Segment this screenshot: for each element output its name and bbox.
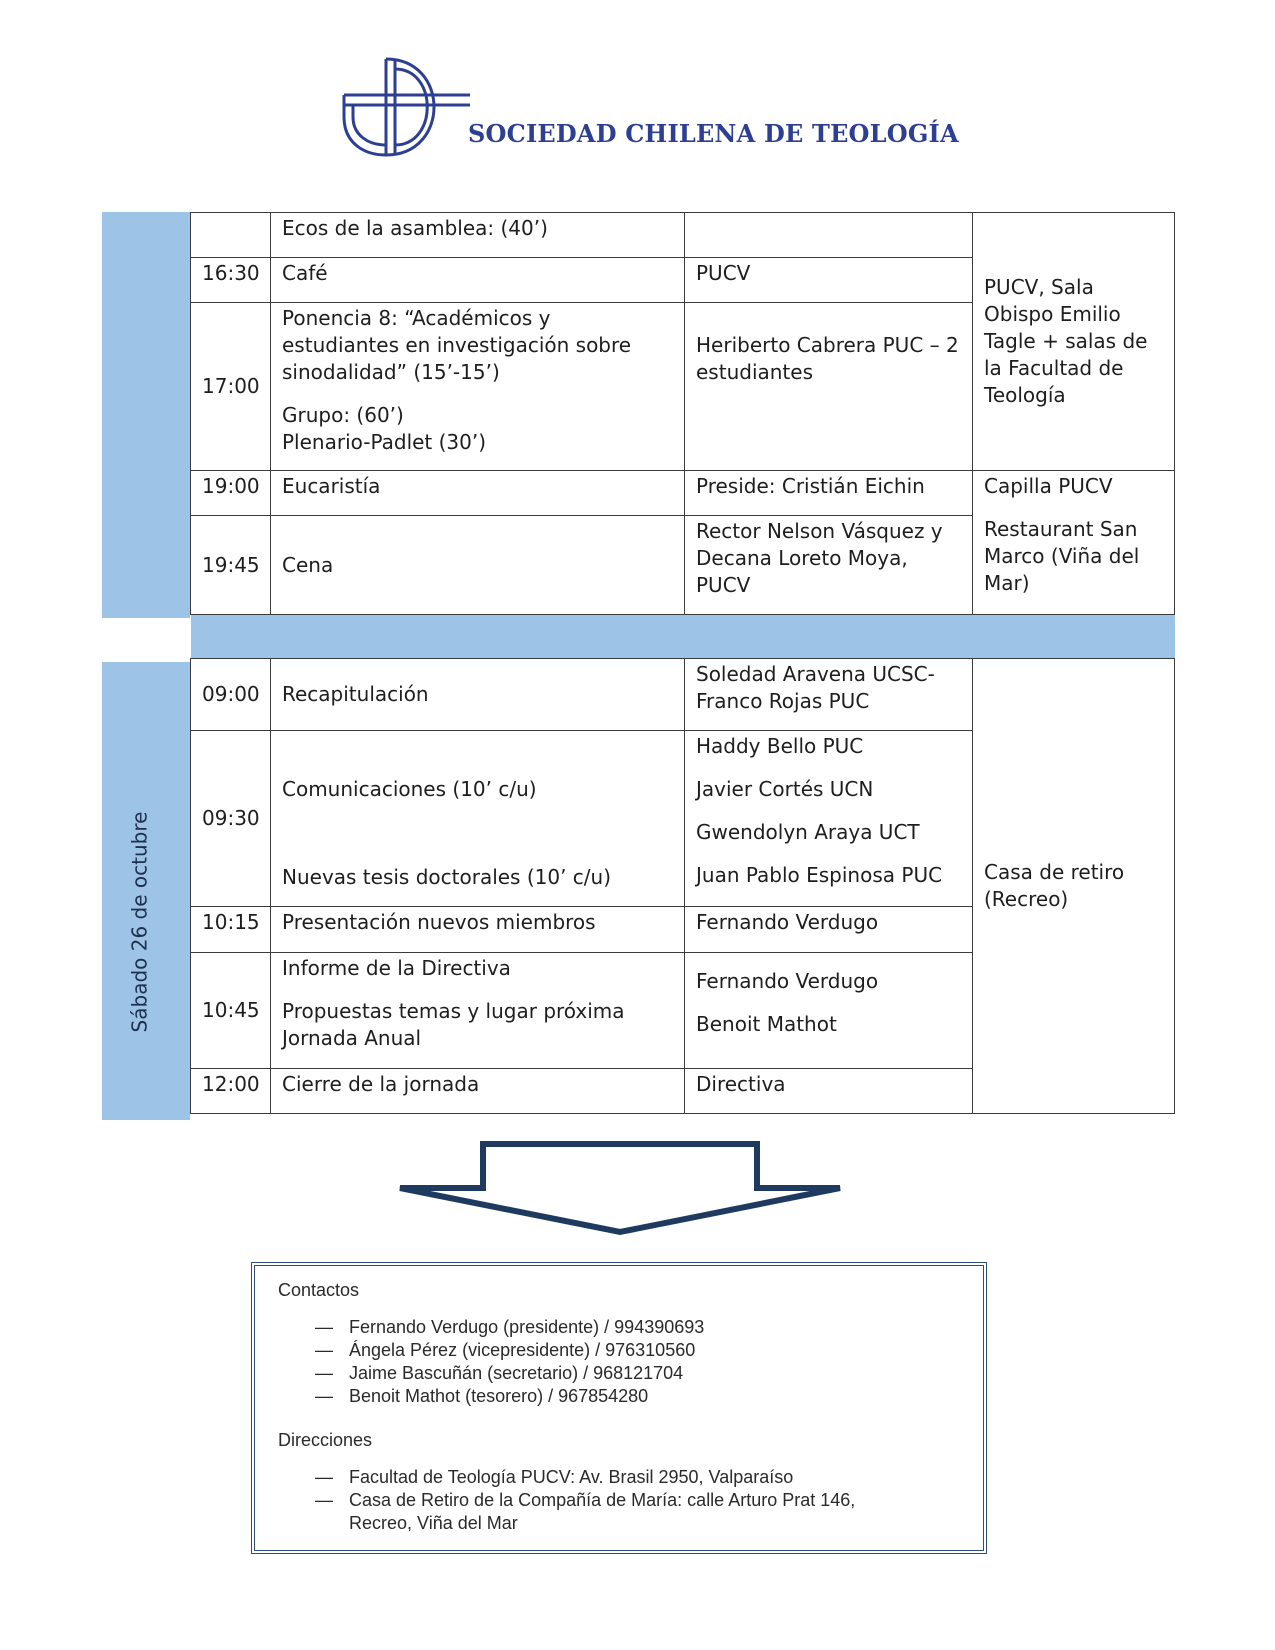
responsible-cell xyxy=(685,303,973,471)
time-cell: 10:45 xyxy=(191,953,271,1069)
responsible-cell xyxy=(685,213,973,258)
list-item: — Facultad de Teología PUCV: Av. Brasil 2950, Valparaíso xyxy=(315,1467,794,1487)
responsible-text: Heriberto Cabrera PUC – 2 estudiantes xyxy=(696,333,959,384)
side-band-upper xyxy=(102,212,190,618)
activity-line: Nuevas tesis doctorales (10’ c/u) xyxy=(282,865,612,889)
down-arrow-icon xyxy=(393,1140,847,1240)
activity-cell: Eucaristía xyxy=(271,471,685,516)
organization-name: SOCIEDAD CHILENA DE TEOLOGÍA xyxy=(468,119,959,148)
time-cell: 19:00 xyxy=(191,471,271,516)
separator-row xyxy=(191,615,1175,659)
activity-cell: Presentación nuevos miembros xyxy=(271,907,685,953)
activity-cell xyxy=(271,303,685,471)
contacts-box xyxy=(251,1262,987,1554)
list-item: — Fernando Verdugo (presidente) / 994390693 xyxy=(315,1317,705,1337)
list-item: — Benoit Mathot (tesorero) / 967854280 xyxy=(315,1386,649,1406)
responsible-line: Gwendolyn Araya UCT xyxy=(696,820,920,844)
activity-line: Plenario-Padlet (30’) xyxy=(282,430,487,454)
list-item: — Casa de Retiro de la Compañía de María: calle Arturo Prat 146, Recreo, Viña del Mar xyxy=(315,1490,856,1533)
activity-line: Ponencia 8: “Académicos y estudiantes en investigación sobre sinodalidad” (15’-15’) xyxy=(282,306,632,384)
day-label xyxy=(112,712,166,1132)
place-text: Capilla PUCV xyxy=(984,474,1113,498)
responsible-line: Haddy Bello PUC xyxy=(696,734,864,758)
time-cell: 16:30 xyxy=(191,258,271,303)
responsible-cell: PUCV xyxy=(685,258,973,303)
time-cell: 19:45 xyxy=(191,516,271,615)
time-cell: 17:00 xyxy=(191,303,271,471)
addresses-list xyxy=(315,1466,915,1535)
schedule-table xyxy=(190,212,1175,1114)
table-row xyxy=(191,471,1175,516)
time-cell: 10:15 xyxy=(191,907,271,953)
activity-line: Comunicaciones (10’ c/u) xyxy=(282,777,537,801)
responsible-cell: Soledad Aravena UCSC- Franco Rojas PUC xyxy=(685,659,973,731)
place-cell xyxy=(973,471,1175,615)
activity-line: Grupo: (60’) xyxy=(282,403,404,427)
responsible-cell xyxy=(685,731,973,907)
responsible-cell: Fernando Verdugo xyxy=(685,907,973,953)
responsible-cell: Directiva xyxy=(685,1069,973,1114)
activity-cell: Cena xyxy=(271,516,685,615)
day-label-text: Sábado 26 de octubre xyxy=(127,811,152,1033)
time-cell: 09:30 xyxy=(191,731,271,907)
table-row xyxy=(191,659,1175,731)
time-cell xyxy=(191,213,271,258)
addresses-title: Direcciones xyxy=(278,1430,373,1450)
responsible-line: Juan Pablo Espinosa PUC xyxy=(696,863,943,887)
table-row xyxy=(191,213,1175,258)
activity-cell: Cierre de la jornada xyxy=(271,1069,685,1114)
activity-cell xyxy=(271,731,685,907)
separator-cell xyxy=(191,615,1175,659)
contacts-title: Contactos xyxy=(278,1280,360,1300)
activity-cell: Café xyxy=(271,258,685,303)
activity-cell: Ecos de la asamblea: (40’) xyxy=(271,213,685,258)
responsible-line: Javier Cortés UCN xyxy=(696,777,874,801)
place-text: Restaurant San Marco (Viña del Mar) xyxy=(984,517,1140,595)
place-cell: PUCV, Sala Obispo Emilio Tagle + salas de la Facultad de Teología xyxy=(973,213,1175,471)
activity-cell xyxy=(271,953,685,1069)
place-cell: Casa de retiro (Recreo) xyxy=(973,659,1175,1114)
time-cell: 12:00 xyxy=(191,1069,271,1114)
logo xyxy=(340,55,960,165)
responsible-cell: Preside: Cristián Eichin xyxy=(685,471,973,516)
sochitel-logo-icon xyxy=(340,55,470,159)
responsible-line: Fernando Verdugo xyxy=(696,969,879,993)
list-item: — Jaime Bascuñán (secretario) / 968121704 xyxy=(315,1363,684,1383)
responsible-cell: Rector Nelson Vásquez y Decana Loreto Moya, PUCV xyxy=(685,516,973,615)
activity-line: Informe de la Directiva xyxy=(282,956,511,980)
time-cell: 09:00 xyxy=(191,659,271,731)
activity-line: Propuestas temas y lugar próxima Jornada Anual xyxy=(282,999,625,1050)
activity-cell: Recapitulación xyxy=(271,659,685,731)
list-item: — Ángela Pérez (vicepresidente) / 976310560 xyxy=(315,1340,696,1360)
responsible-cell xyxy=(685,953,973,1069)
responsible-line: Benoit Mathot xyxy=(696,1012,837,1036)
contacts-list xyxy=(315,1316,704,1408)
